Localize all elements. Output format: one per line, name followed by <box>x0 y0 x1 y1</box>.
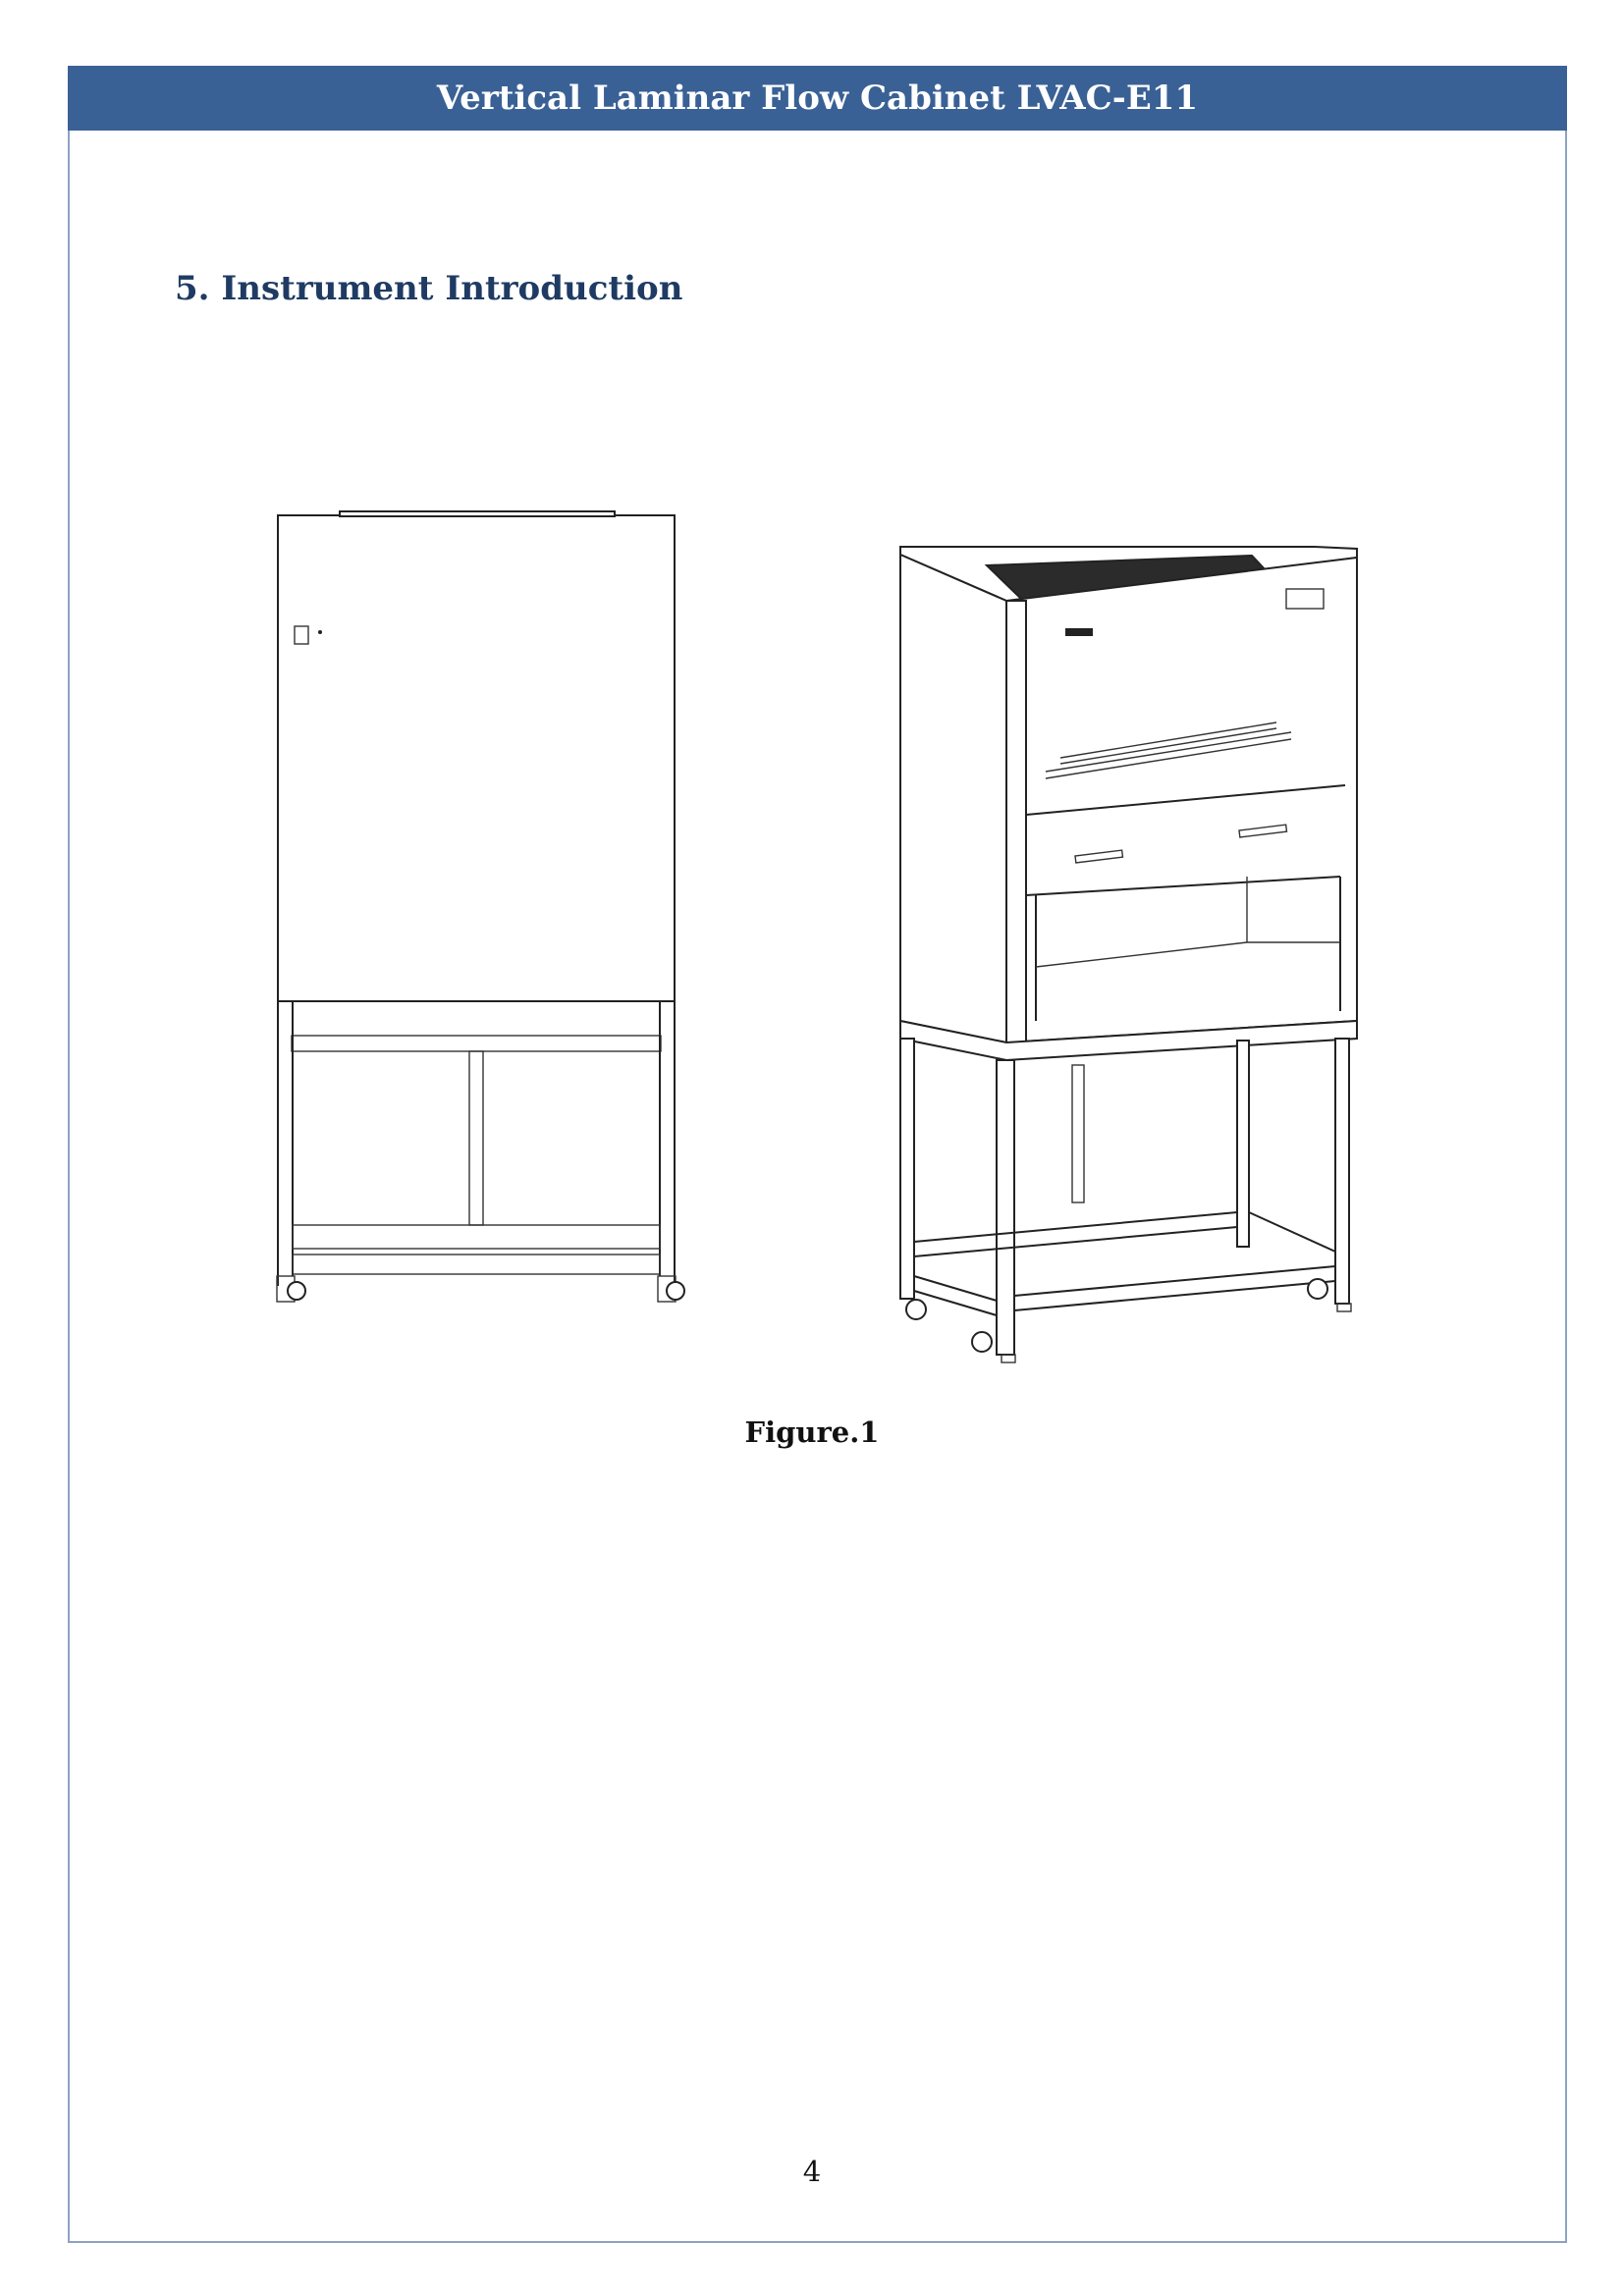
section-number: 5. <box>175 269 210 308</box>
figure-caption: Figure.1 <box>744 1415 880 1449</box>
document-title: Vertical Laminar Flow Cabinet LVAC-E11 <box>436 79 1199 118</box>
section-heading <box>175 269 682 308</box>
page-number: 4 <box>802 2155 822 2188</box>
section-title: Instrument Introduction <box>221 269 683 308</box>
document-header <box>68 66 1567 131</box>
page-frame <box>68 66 1567 2243</box>
